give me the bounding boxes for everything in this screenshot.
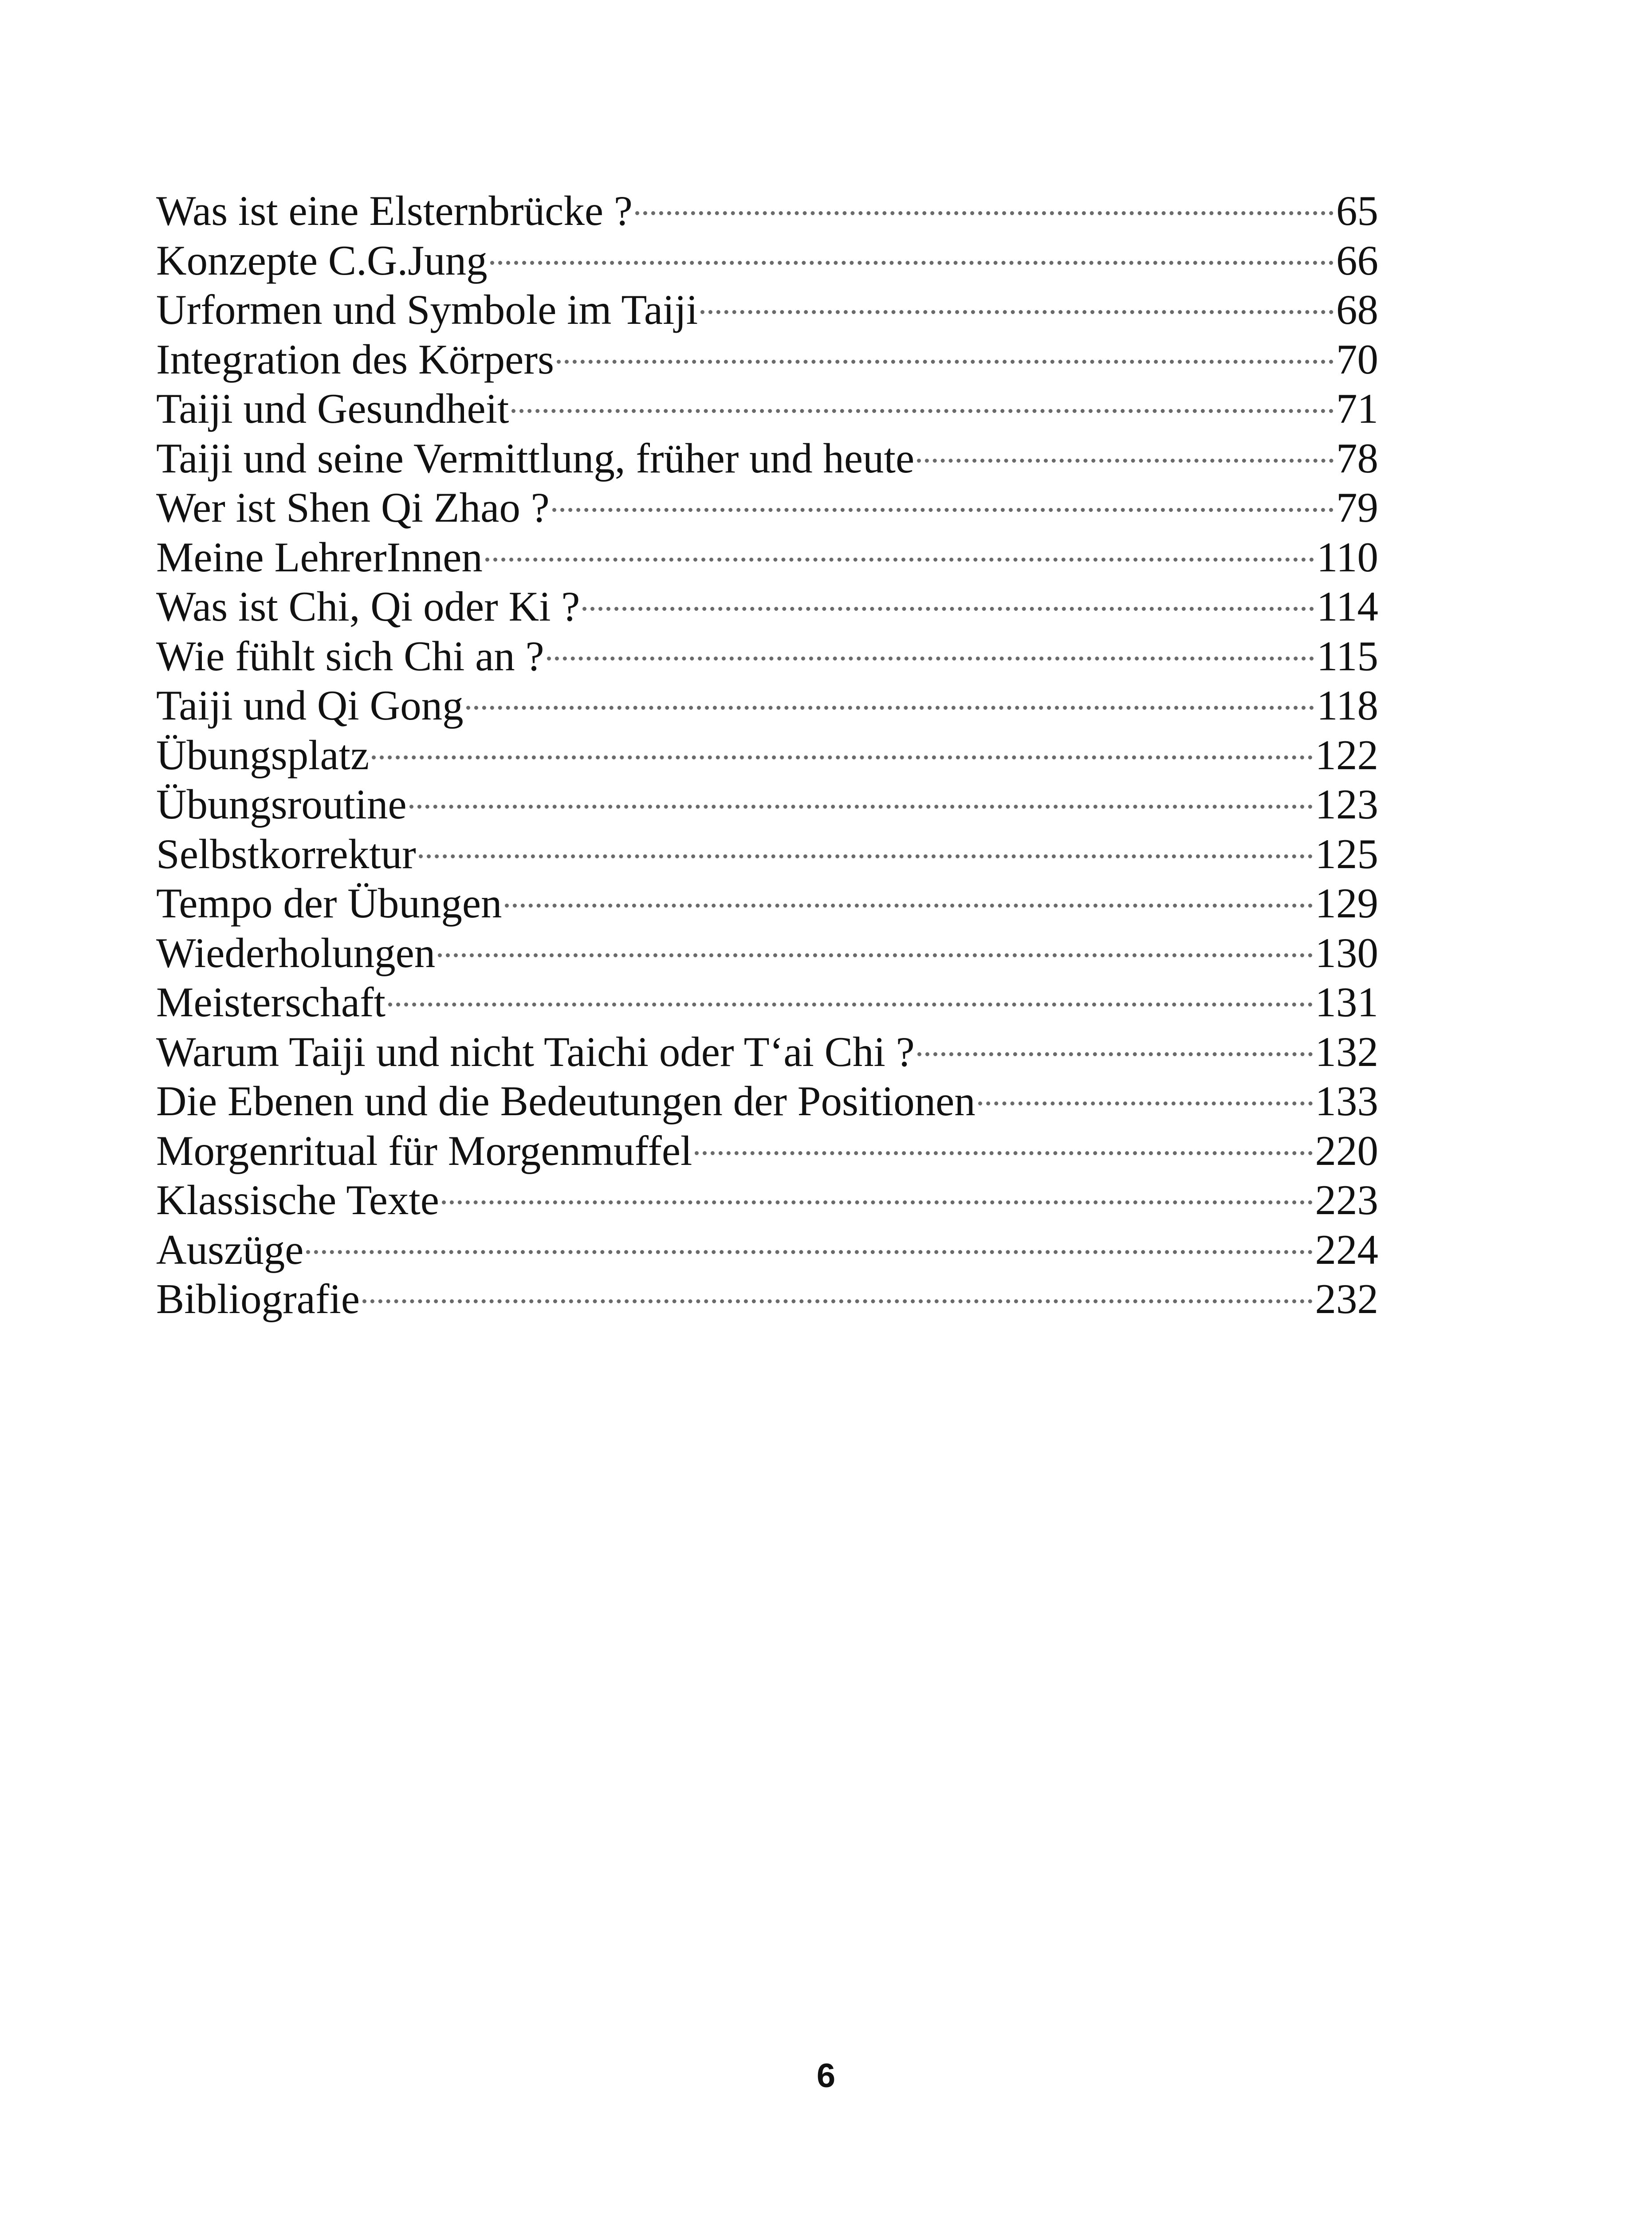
toc-entry[interactable] [156, 632, 1378, 681]
toc-entry[interactable] [156, 483, 1378, 533]
toc-entry-page: 66 [1336, 236, 1378, 284]
dot-leader [917, 1052, 1313, 1056]
toc-entry-title: Klassische Texte [156, 1176, 439, 1223]
toc-entry-page: 223 [1315, 1176, 1378, 1223]
toc-entry-page: 224 [1315, 1226, 1378, 1273]
toc-entry-page: 122 [1315, 731, 1378, 779]
toc-entry-page: 132 [1315, 1028, 1378, 1075]
toc-entry-title: Wie fühlt sich Chi an ? [156, 632, 544, 680]
toc-entry[interactable] [156, 780, 1378, 830]
toc-entry[interactable] [156, 879, 1378, 928]
dot-leader [438, 953, 1312, 957]
toc-entry[interactable] [156, 384, 1378, 434]
toc-entry-page: 220 [1315, 1127, 1378, 1174]
toc-entry[interactable] [156, 533, 1378, 582]
dot-leader [372, 755, 1312, 759]
toc-entry-title: Selbstkorrektur [156, 830, 416, 877]
dot-leader [700, 310, 1333, 314]
dot-leader [388, 1003, 1312, 1007]
toc-entry[interactable] [156, 335, 1378, 385]
dot-leader [485, 558, 1314, 562]
toc-entry-title: Meine LehrerInnen [156, 533, 483, 581]
dot-leader [362, 1299, 1312, 1303]
dot-leader [466, 706, 1314, 710]
toc-entry-title: Auszüge [156, 1226, 304, 1273]
toc-entry-title: Morgenritual für Morgenmuffel [156, 1127, 692, 1174]
toc-entry-title: Konzepte C.G.Jung [156, 236, 488, 284]
toc-entry-page: 118 [1317, 682, 1378, 729]
toc-entry-title: Wiederholungen [156, 929, 436, 976]
toc-entry-page: 79 [1336, 484, 1378, 531]
dot-leader [582, 607, 1314, 611]
toc-entry-title: Bibliografie [156, 1275, 360, 1322]
toc-entry[interactable] [156, 186, 1378, 236]
toc-entry-page: 130 [1315, 929, 1378, 976]
toc-entry-title: Wer ist Shen Qi Zhao ? [156, 484, 550, 531]
toc-entry-title: Übungsroutine [156, 781, 407, 828]
toc-entry[interactable] [156, 285, 1378, 335]
toc-entry-page: 68 [1336, 286, 1378, 333]
dot-leader [917, 459, 1333, 463]
dot-leader [419, 854, 1313, 858]
page-number: 6 [816, 2057, 836, 2095]
toc-entry-title: Taiji und Qi Gong [156, 682, 464, 729]
toc-entry-page: 70 [1336, 335, 1378, 383]
toc-entry[interactable] [156, 1225, 1378, 1275]
toc-entry[interactable] [156, 1027, 1378, 1077]
toc-entry-page: 123 [1315, 781, 1378, 828]
dot-leader [442, 1200, 1313, 1204]
dot-leader [547, 657, 1314, 661]
toc-entry-page: 114 [1317, 583, 1378, 630]
toc-entry-page: 115 [1317, 632, 1378, 680]
dot-leader [505, 904, 1313, 908]
toc-entry-page: 65 [1336, 187, 1378, 234]
dot-leader [511, 409, 1333, 413]
toc-entry[interactable] [156, 1077, 1378, 1126]
toc-entry[interactable] [156, 1274, 1378, 1324]
toc-entry-title: Urformen und Symbole im Taiji [156, 286, 698, 333]
dot-leader [409, 805, 1313, 809]
toc-entry-title: Meisterschaft [156, 979, 386, 1026]
toc-entry-title: Tempo der Übungen [156, 880, 502, 927]
dot-leader [635, 211, 1333, 215]
toc-entry[interactable] [156, 681, 1378, 731]
toc-entry[interactable] [156, 830, 1378, 879]
toc-entry[interactable] [156, 1126, 1378, 1176]
dot-leader [978, 1101, 1313, 1105]
toc-entry[interactable] [156, 236, 1378, 286]
toc-entry[interactable] [156, 928, 1378, 978]
toc-entry[interactable] [156, 978, 1378, 1027]
toc-entry-page: 78 [1336, 434, 1378, 482]
toc-entry-title: Was ist Chi, Qi oder Ki ? [156, 583, 580, 630]
dot-leader [306, 1250, 1312, 1254]
toc-entry-title: Warum Taiji und nicht Taichi oder T‘ai Chi ? [156, 1028, 915, 1075]
dot-leader [552, 508, 1333, 512]
toc-entry[interactable] [156, 582, 1378, 632]
dot-leader [490, 261, 1333, 265]
toc-entry-page: 110 [1317, 533, 1378, 581]
toc-entry[interactable] [156, 1176, 1378, 1225]
dot-leader [557, 360, 1333, 364]
dot-leader [695, 1151, 1312, 1155]
toc-entry-title: Taiji und seine Vermittlung, früher und heute [156, 434, 915, 482]
toc-entry-title: Die Ebenen und die Bedeutungen der Positionen [156, 1078, 975, 1125]
toc-entry-page: 125 [1315, 830, 1378, 877]
toc-entry-title: Integration des Körpers [156, 335, 554, 383]
toc-entry-title: Was ist eine Elsternbrücke ? [156, 187, 633, 234]
table-of-contents [156, 186, 1378, 1324]
toc-entry[interactable] [156, 731, 1378, 780]
toc-entry-page: 131 [1315, 979, 1378, 1026]
toc-entry-page: 129 [1315, 880, 1378, 927]
toc-entry[interactable] [156, 434, 1378, 484]
toc-entry-title: Übungsplatz [156, 731, 370, 779]
toc-entry-title: Taiji und Gesundheit [156, 385, 509, 432]
toc-entry-page: 71 [1336, 385, 1378, 432]
toc-entry-page: 232 [1315, 1275, 1378, 1322]
toc-entry-page: 133 [1315, 1078, 1378, 1125]
